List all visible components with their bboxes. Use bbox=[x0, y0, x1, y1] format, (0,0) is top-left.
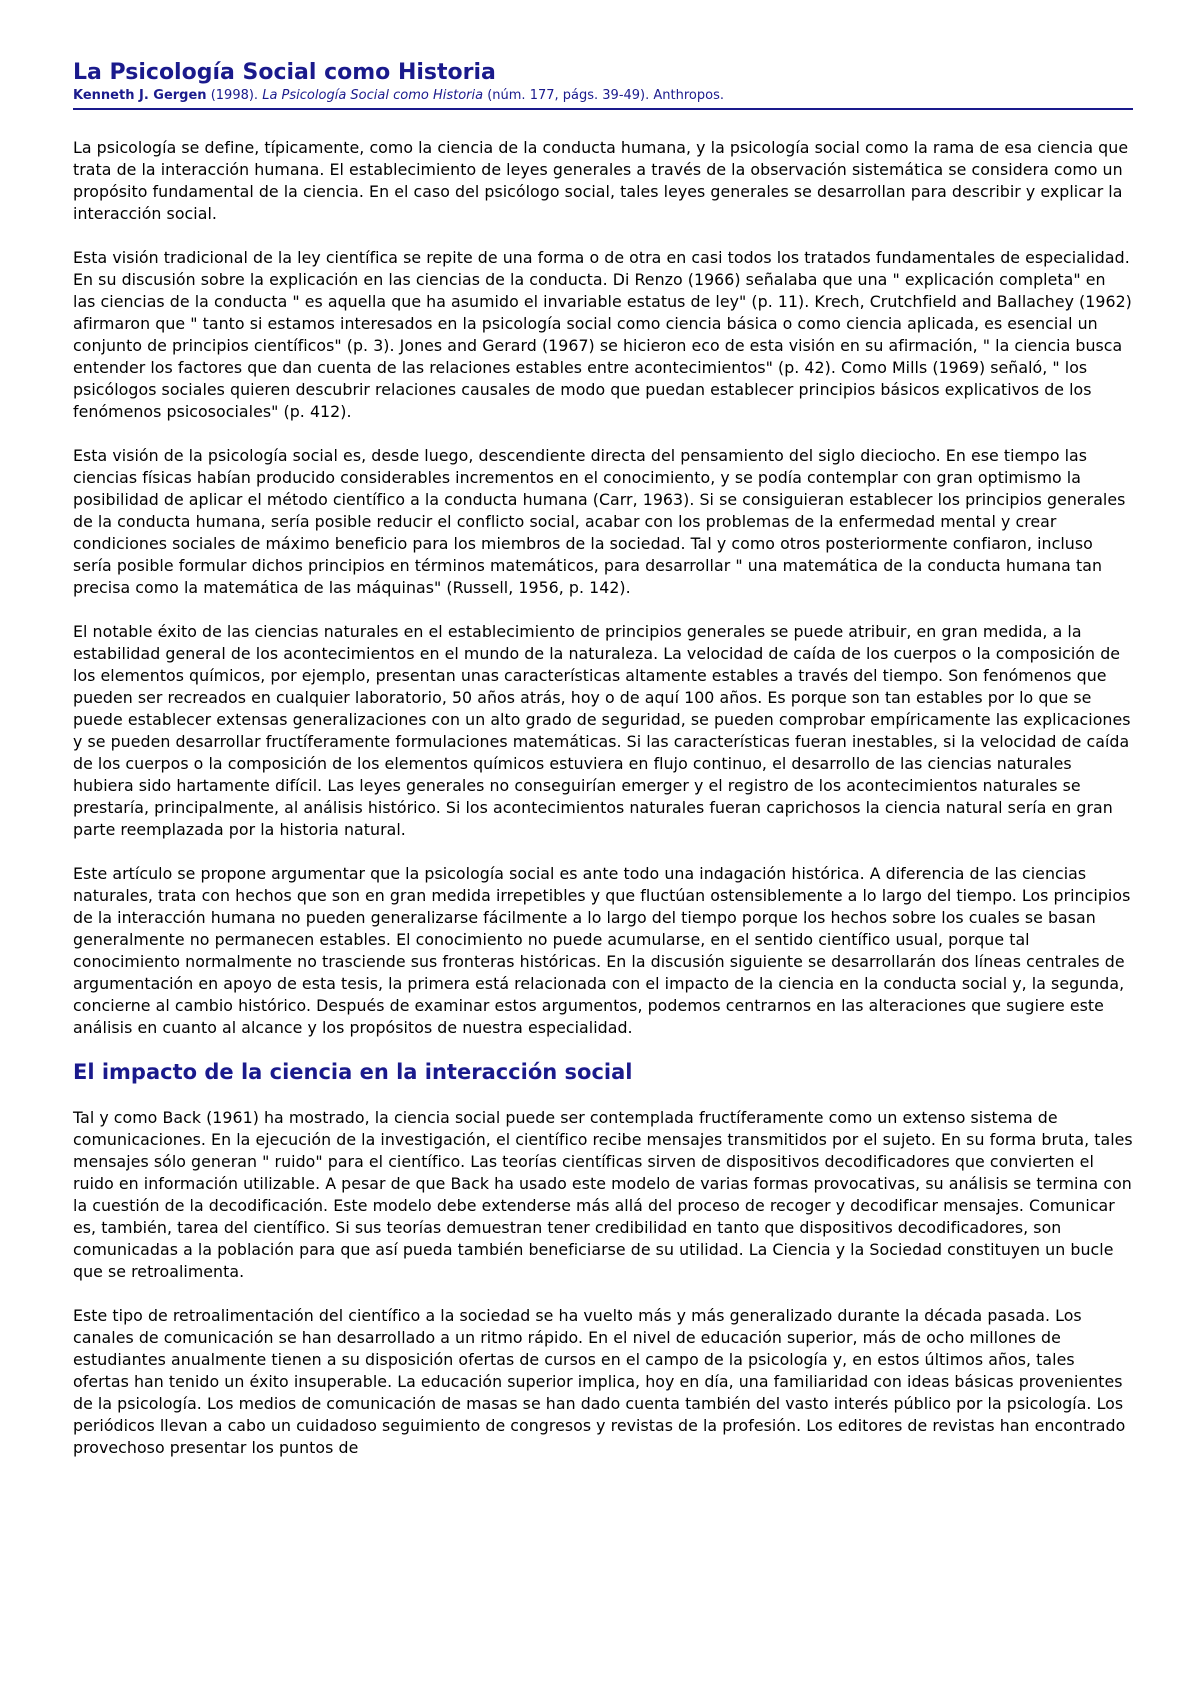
paragraph: Este artículo se propone argumentar que la psicología social es ante todo una indagación histórica. A diferencia de las ciencias naturales, trata con hechos que son en gran medida irrepetibles y que fluctúan ostensiblemente a lo largo del tiempo. Los principios de la interacción humana no pueden generalizarse fácilmente a lo largo del tiempo porque los hechos sobre los cuales se basan generalmente no permanecen estables. El conocimiento no puede acumularse, en el sentido científico usual, porque tal conocimiento normalmente no trasciende sus fronteras históricas. En la discusión siguiente se desarrollarán dos líneas centrales de argumentación en apoyo de esta tesis, la primera está relacionada con el impacto de la ciencia en la conducta social y, la segunda, concierne al cambio histórico. Después de examinar estos argumentos, podemos centrarnos en las alteraciones que sugiere este análisis en cuanto al alcance y los propósitos de nuestra especialidad. bbox=[73, 864, 1131, 1037]
citation-details: (núm. 177, págs. 39-49). Anthropos. bbox=[487, 88, 724, 103]
citation-line bbox=[73, 87, 1133, 105]
paragraph: La psicología se define, típicamente, como la ciencia de la conducta humana, y la psicología social como la rama de esa ciencia que trata de la interacción humana. El establecimiento de leyes generales a través de la observación sistemática se considera como un propósito fundamental de la ciencia. En el caso del psicólogo social, tales leyes generales se desarrollan para describir y explicar la interacción social. bbox=[73, 138, 1129, 223]
section-heading: El impacto de la ciencia en la interacción social bbox=[73, 1060, 633, 1084]
paragraph: Esta visión tradicional de la ley científica se repite de una forma o de otra en casi todos los tratados fundamentales de especialidad. En su discusión sobre la explicación en las ciencias de la conducta. Di Renzo (1966) señalaba que una " explicación completa" en las ciencias de la conducta " es aquella que ha asumido el invariable estatus de ley" (p. 11). Krech, Crutchfield and Ballachey (1962) afirmaron que " tanto si estamos interesados en la psicología social como ciencia básica o como ciencia aplicada, es esencial un conjunto de principios científicos" (p. 3). Jones and Gerard (1967) se hicieron eco de esta visión en su afirmación, " la ciencia busca entender los factores que dan cuenta de las relaciones estables entre acontecimientos" (p. 42). Como Mills (1969) señaló, " los psicólogos sociales quieren descubrir relaciones causales de modo que puedan establecer principios básicos explicativos de los fenómenos psicosociales" (p. 412). bbox=[73, 248, 1132, 421]
paragraph: Esta visión de la psicología social es, desde luego, descendiente directa del pensamiento del siglo dieciocho. En ese tiempo las ciencias físicas habían producido considerables incrementos en el conocimiento, y se podía contemplar con gran optimismo la posibilidad de aplicar el método científico a la conducta humana (Carr, 1963). Si se consiguieran establecer los principios generales de la conducta humana, sería posible reducir el conflicto social, acabar con los problemas de la enfermedad mental y crear condiciones sociales de máximo beneficio para los miembros de la sociedad. Tal y como otros posteriormente confiaron, incluso sería posible formular dichos principios en términos matemáticos, para desarrollar " una matemática de la conducta humana tan precisa como la matemática de las máquinas" (Russell, 1956, p. 142). bbox=[73, 446, 1126, 597]
citation-author: Kenneth J. Gergen bbox=[73, 88, 207, 103]
paragraph: Tal y como Back (1961) ha mostrado, la ciencia social puede ser contemplada fructíferamente como un extenso sistema de comunicaciones. En la ejecución de la investigación, el científico recibe mensajes transmitidos por el sujeto. En su forma bruta, tales mensajes sólo generan " ruido" para el científico. Las teorías científicas sirven de dispositivos decodificadores que convierten el ruido en información utilizable. A pesar de que Back ha usado este modelo de varias formas provocativas, su análisis se termina con la cuestión de la decodificación. Este modelo debe extenderse más allá del proceso de recoger y decodificar mensajes. Comunicar es, también, tarea del científico. Si sus teorías demuestran tener credibilidad en tanto que dispositivos decodificadores, son comunicadas a la población para que así pueda también beneficiarse de su utilidad. La Ciencia y la Sociedad constituyen un bucle que se retroalimenta. bbox=[73, 1108, 1133, 1281]
citation-year: (1998). bbox=[210, 88, 259, 103]
citation-work-title: La Psicología Social como Historia bbox=[262, 88, 484, 103]
paragraph: El notable éxito de las ciencias naturales en el establecimiento de principios generales se puede atribuir, en gran medida, a la estabilidad general de los acontecimientos en el mundo de la naturaleza. La velocidad de caída de los cuerpos o la composición de los elementos químicos, por ejemplo, presentan unas características altamente estables a través del tiempo. Son fenómenos que pueden ser recreados en cualquier laboratorio, 50 años atrás, hoy o de aquí 100 años. Es porque son tan estables por lo que se puede establecer extensas generalizaciones con un alto grado de seguridad, se pueden comprobar empíricamente las explicaciones y se pueden desarrollar fructíferamente formulaciones matemáticas. Si las características fueran inestables, si la velocidad de caída de los cuerpos o la composición de los elementos químicos estuviera en flujo continuo, el desarrollo de las ciencias naturales hubiera sido hartamente difícil. Las leyes generales no conseguirían emerger y el registro de los acontecimientos naturales se prestaría, principalmente, al análisis histórico. Si los acontecimientos naturales fueran caprichosos la ciencia natural sería en gran parte reemplazada por la historia natural. bbox=[73, 622, 1131, 839]
page-title: La Psicología Social como Historia bbox=[73, 60, 496, 85]
title-divider bbox=[73, 108, 1133, 110]
paragraph: Este tipo de retroalimentación del científico a la sociedad se ha vuelto más y más generalizado durante la década pasada. Los canales de comunicación se han desarrollado a un ritmo rápido. En el nivel de educación superior, más de ocho millones de estudiantes anualmente tienen a su disposición ofertas de cursos en el campo de la psicología y, en estos últimos años, tales ofertas han tenido un éxito insuperable. La educación superior implica, hoy en día, una familiaridad con ideas básicas provenientes de la psicología. Los medios de comunicación de masas se han dado cuenta también del vasto interés público por la psicología. Los periódicos llevan a cabo un cuidadoso seguimiento de congresos y revistas de la profesión. Los editores de revistas han encontrado provechoso presentar los puntos de bbox=[73, 1306, 1126, 1457]
document-page bbox=[73, 60, 1133, 1459]
